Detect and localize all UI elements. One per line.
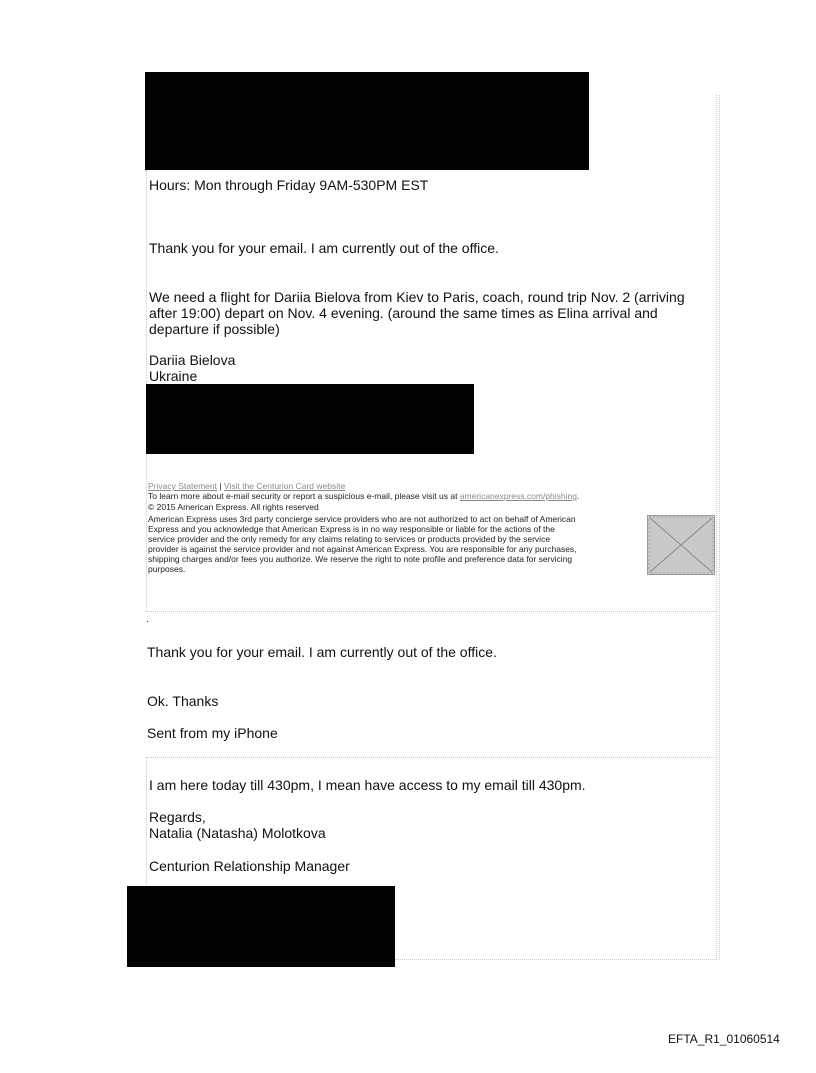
frame-divider-2 <box>146 757 716 758</box>
copyright-text: © 2015 American Express. All rights reserved <box>148 502 319 512</box>
availability-text: I am here today till 430pm, I mean have access to my email till 430pm. <box>149 777 586 793</box>
sender-name: Dariia Bielova <box>149 352 236 368</box>
disclaimer-line-3: service provider and the only remedy for any claims relating to services or products provided by the service <box>148 534 551 544</box>
signature-name: Natalia (Natasha) Molotkova <box>149 825 326 841</box>
broken-image-placeholder <box>647 515 715 575</box>
disclaimer-line-1: American Express uses 3rd party concierge service providers who are not authorized to act on behalf of American <box>148 514 576 524</box>
redaction-block-middle <box>146 384 474 454</box>
flight-request-line-3: departure if possible) <box>149 321 280 337</box>
hours-text: Hours: Mon through Friday 9AM-530PM EST <box>149 177 429 193</box>
flight-request-line-2: after 19:00) depart on Nov. 4 evening. (around the same times as Elina arrival and <box>149 305 658 321</box>
out-of-office-text: Thank you for your email. I am currently out of the office. <box>149 240 499 256</box>
regards-text: Regards, <box>149 809 206 825</box>
frame-right-border-inner <box>719 95 720 960</box>
footer-link-separator: | <box>216 481 224 491</box>
frame-right-border <box>716 95 717 960</box>
sent-from-iphone-text: Sent from my iPhone <box>147 725 278 741</box>
out-of-office-text-2: Thank you for your email. I am currently out of the office. <box>147 644 497 660</box>
frame-left-border-2 <box>146 757 147 887</box>
security-notice-period: . <box>576 491 580 501</box>
security-notice-text: To learn more about e-mail security or report a suspicious e-mail, please visit us at <box>148 491 460 501</box>
signature-title: Centurion Relationship Manager <box>149 858 350 874</box>
phishing-link[interactable]: americanexpress.com/phishing <box>459 491 577 501</box>
flight-request-line-1: We need a flight for Dariia Bielova from Kiev to Paris, coach, round trip Nov. 2 (arriving <box>149 289 685 305</box>
redaction-block-top <box>145 72 589 170</box>
disclaimer-line-4: provider is against the service provider and not against American Express. You are responsible for any purchases, <box>148 544 577 554</box>
footer-links <box>148 481 345 491</box>
security-notice <box>148 491 579 501</box>
centurion-website-link[interactable]: Visit the Centurion Card website <box>223 481 346 491</box>
ok-thanks-text: Ok. Thanks <box>147 693 219 709</box>
privacy-statement-link[interactable]: Privacy Statement <box>148 481 217 491</box>
disclaimer-line-5: shipping charges and/or fees you authorize. We reserve the right to note profile and preference data for servicing <box>148 554 573 564</box>
frame-divider-1 <box>146 611 716 612</box>
disclaimer-line-6: purposes. <box>148 564 186 574</box>
frame-bottom <box>395 959 717 960</box>
disclaimer-line-2: Express and you acknowledge that American Express is in no way responsible or liable for the actions of the <box>148 524 555 534</box>
sender-country: Ukraine <box>149 368 198 384</box>
redaction-block-bottom <box>127 886 395 967</box>
bates-number: EFTA_R1_01060514 <box>668 1032 780 1046</box>
broken-image-icon <box>648 516 714 574</box>
separator-dot: . <box>146 614 149 625</box>
